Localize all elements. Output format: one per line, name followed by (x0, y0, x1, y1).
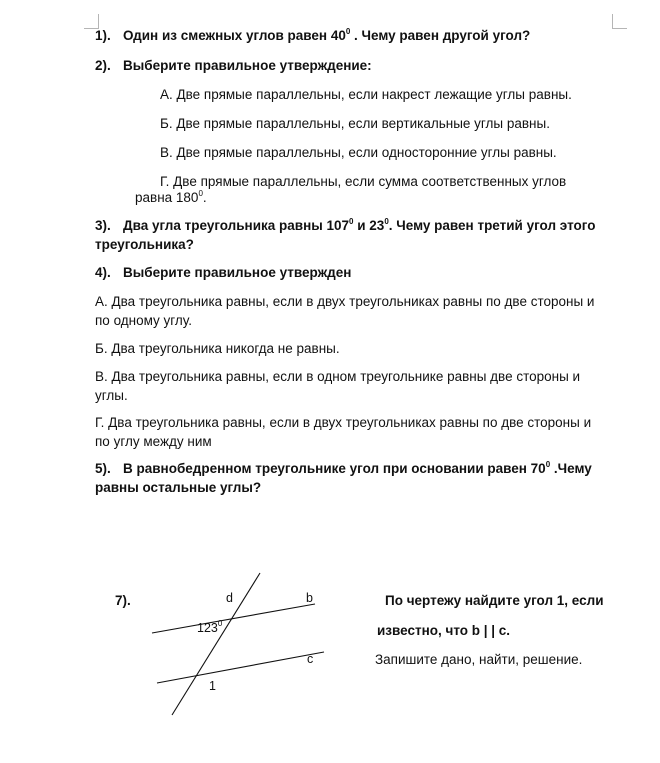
question-7-task-line3: Запишите дано, найти, решение. (375, 652, 583, 667)
question-2: 2). Выберите правильное утверждение: (95, 58, 372, 73)
question-2-option-c: В. Две прямые параллельны, если односторонние углы равны. (160, 145, 557, 160)
label-angle-1: 1 (209, 679, 216, 693)
question-7-task-line1: По чертежу найдите угол 1, если (385, 593, 604, 608)
parallel-lines-figure (140, 565, 340, 720)
transversal-d (172, 573, 260, 715)
question-3: 3). Два угла треугольника равны $107^0$ и $23^0$. Чему равен третий угол этого треугольника? (95, 217, 596, 252)
question-4-option-d: Г. Два треугольника равны, если в двух треугольниках равны по две стороны и по углу между ним (95, 415, 592, 449)
angle-label: $123^0$ (197, 619, 223, 635)
question-2-option-d: Г. Две прямые параллельны, если сумма соответственных углов (160, 174, 567, 189)
label-b: b (306, 591, 313, 605)
page-corner-mark-right (612, 14, 627, 29)
question-5: 5). В равнобедренном треугольнике угол при основании равен $70^0$ .Чему равны остальные углы? (95, 460, 592, 495)
question-number: 4). (95, 265, 111, 280)
question-number: 3). (95, 218, 111, 233)
question-2-option-b: Б. Две прямые параллельны, если вертикальные углы равны. (160, 116, 550, 131)
question-4: 4). Выберите правильное утвержден (95, 265, 352, 280)
question-2-option-a: А. Две прямые параллельны, если накрест лежащие углы равны. (160, 87, 572, 102)
line-b (152, 604, 315, 633)
label-c: c (307, 652, 314, 666)
question-4-option-c: В. Два треугольника равны, если в одном треугольнике равны две стороны и углы. (95, 369, 581, 403)
question-4-option-b: Б. Два треугольника никогда не равны. (95, 341, 340, 356)
figure-drawing (140, 565, 340, 720)
question-7-number: 7). (115, 593, 131, 608)
question-7-task-line2: известно, что b | | c. (377, 623, 511, 638)
question-number: 1). (95, 28, 111, 43)
line-c (157, 652, 324, 683)
question-1: 1). Один из смежных углов равен $40^0$ . Чему равен другой угол? (95, 27, 531, 43)
label-d: d (226, 591, 233, 605)
question-number: 2). (95, 58, 111, 73)
question-number: 5). (95, 461, 111, 476)
question-4-option-a: А. Два треугольника равны, если в двух треугольниках равны по две стороны и по одному углу. (95, 294, 595, 328)
question-2-option-d-line2: равна $180^0$. (135, 189, 207, 205)
